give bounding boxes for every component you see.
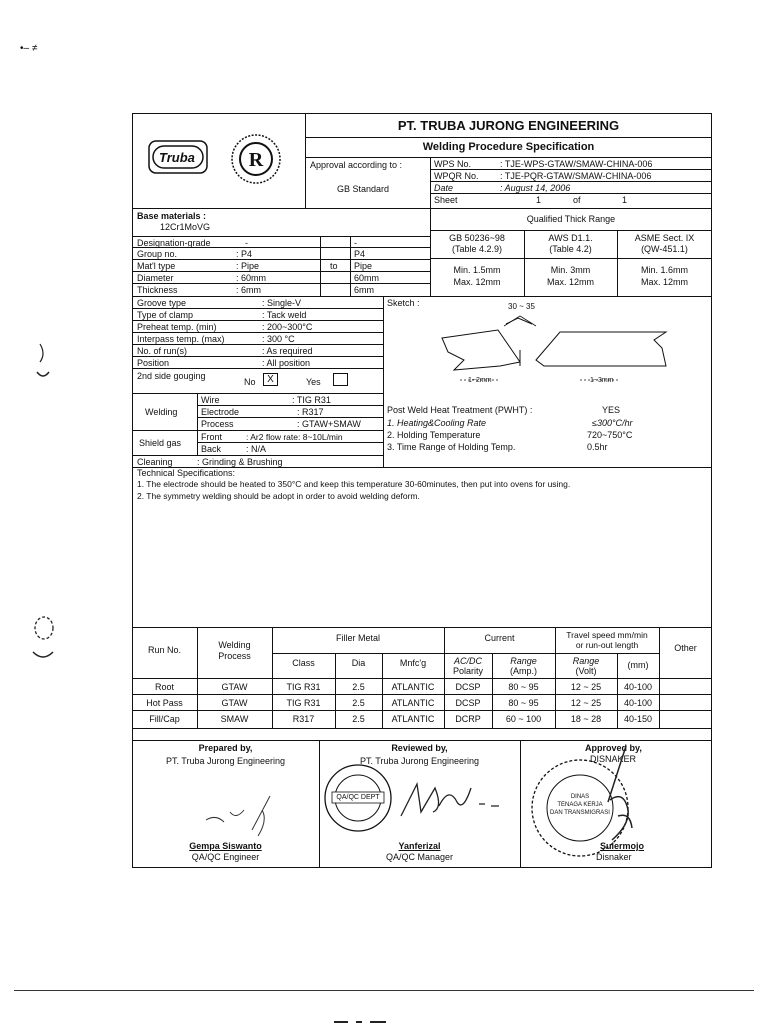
document-title: Welding Procedure Specification (422, 141, 595, 153)
runs-head-current: Current (484, 633, 515, 643)
run-1-mnfc: ATLANTIC (391, 682, 435, 692)
runs-head-run: Run No. (147, 645, 182, 655)
run-2-class: TIG R31 (286, 698, 321, 708)
date-value: : August 14, 2006 (500, 183, 571, 193)
groove-type-label: Groove type (137, 298, 187, 308)
run-3-amp: 60 ~ 100 (505, 714, 542, 724)
interpass-label: Interpass temp. (max) (137, 334, 225, 344)
run-2-run: Hot Pass (146, 698, 183, 708)
prepared-role: QA/QC Engineer (191, 852, 260, 862)
run-2-mm: 40-100 (623, 698, 653, 708)
run-3-dia: 2.5 (352, 714, 365, 724)
pwht-temp-value: 720~750°C (587, 430, 633, 440)
preheat-value: : 200~300°C (262, 322, 313, 332)
qualified-col1-head2: (Table 4.2.9) (451, 244, 503, 254)
runs-count-value: : As required (262, 346, 313, 356)
gouging-yes-checkbox[interactable] (333, 373, 348, 386)
runs-head-acdc-2: Polarity (452, 666, 483, 676)
approved-signature (590, 742, 640, 847)
disnaker-stamp-line-1: DINAS (570, 794, 590, 800)
sketch-gap-right: 1~3mm (590, 377, 614, 384)
run-3-run: Fill/Cap (149, 714, 180, 724)
cleaning-label: Cleaning (137, 457, 173, 467)
run-2-volt: 12 ~ 25 (570, 698, 602, 708)
gouging-yes-label: Yes (306, 377, 321, 387)
base-material-value: 12Cr1MoVG (160, 222, 211, 232)
run-1-class: TIG R31 (286, 682, 321, 692)
prepared-label: Prepared by, (198, 743, 253, 753)
wps-no-value: : TJE-WPS-GTAW/SMAW-CHINA-006 (500, 159, 653, 169)
approved-role: Disnaker (596, 852, 632, 862)
qualified-col1-max: Max. 12mm (453, 277, 501, 287)
reviewed-name: Yanferizal (398, 841, 441, 851)
run-2-amp: 80 ~ 95 (508, 698, 539, 708)
to-label: to (330, 261, 338, 271)
qualified-col3-head2: (QW-451.1) (641, 244, 688, 254)
runs-head-dia: Dia (351, 658, 366, 668)
pwht-label: Post Weld Heat Treatment (PWHT) : (387, 405, 533, 415)
run-3-volt: 18 ~ 28 (570, 714, 602, 724)
run-3-process: SMAW (220, 714, 249, 724)
pwht-value: YES (602, 405, 621, 415)
type-b: Pipe (354, 261, 373, 271)
run-3-mnfc: ATLANTIC (391, 714, 435, 724)
run-1-volt: 12 ~ 25 (570, 682, 602, 692)
position-label: Position (137, 358, 170, 368)
prepared-signature (200, 790, 280, 840)
standard-value: GB Standard (337, 184, 390, 194)
process-label: Process (201, 419, 234, 429)
disnaker-stamp-line-3: DAN TRANSMIGRASI (550, 810, 610, 816)
wire-label: Wire (201, 395, 220, 405)
pwht-time-label: 3. Time Range of Holding Temp. (387, 442, 516, 452)
gouging-no-label: No (244, 377, 256, 387)
runs-head-volt-2: (Volt) (575, 666, 597, 676)
sheet-of: of (573, 195, 581, 205)
pwht-time-value: 0.5hr (587, 442, 608, 452)
run-3-mm: 40-150 (623, 714, 653, 724)
runs-head-class: Class (292, 658, 315, 668)
type-label: Mat'l type (137, 261, 176, 271)
company-name: PT. TRUBA JURONG ENGINEERING (397, 118, 620, 133)
sketch-gap-left: 1~2mm (468, 377, 492, 384)
qualified-col1-head1: GB 50236~98 (449, 233, 505, 243)
group-b: P4 (354, 249, 366, 259)
qaqc-stamp (322, 762, 394, 834)
runs-head-travel-1: Travel speed mm/min (566, 630, 648, 640)
sheet-total: 1 (622, 195, 628, 205)
runs-head-amp-2: (Amp.) (510, 666, 537, 676)
sheet-label: Sheet (434, 195, 458, 205)
joint-sketch (440, 300, 690, 390)
qualified-col3-max: Max. 12mm (640, 277, 688, 287)
qualified-col2-head2: (Table 4.2) (549, 244, 592, 254)
run-1-polarity: DCSP (455, 682, 481, 692)
wire-value: : TIG R31 (292, 395, 331, 405)
runs-head-amp-1: Range (510, 656, 537, 666)
reviewed-role: QA/QC Manager (385, 852, 454, 862)
thickness-a: : 6mm (236, 285, 262, 295)
electrode-value: : R317 (297, 407, 324, 417)
approval-label: Approval according to : (310, 160, 403, 170)
run-2-process: GTAW (221, 698, 248, 708)
qualified-col2-head1: AWS D1.1. (548, 233, 593, 243)
tech-spec-line-1: 1. The electrode should be heated to 350°C and keep this temperature 30-60minutes, then put into ovens for using. (137, 479, 571, 489)
page-footer-specks (330, 1012, 410, 1020)
run-2-dia: 2.5 (352, 698, 365, 708)
approved-org: DISNAKER (590, 754, 637, 764)
process-value: : GTAW+SMAW (297, 419, 361, 429)
designation-label: Designation-grade (137, 238, 211, 248)
svg-text:R: R (248, 149, 264, 171)
reviewed-signature (395, 776, 505, 826)
company-logo (148, 140, 208, 174)
qualified-col3-head1: ASME Sect. IX (634, 233, 695, 243)
prepared-name: Gempa Siswanto (189, 841, 262, 851)
diameter-label: Diameter (137, 273, 174, 283)
front-gas-label: Front (201, 432, 223, 442)
designation-b: - (354, 238, 357, 248)
qualified-range-title: Qualified Thick Range (526, 214, 616, 224)
runs-head-mnfc: Mnfc'g (399, 658, 427, 668)
disnaker-stamp-line-2: TENAGA KERJA (557, 802, 603, 808)
run-1-run: Root (154, 682, 174, 692)
tech-spec-line-2: 2. The symmetry welding should be adopt in order to avoid welding deform. (137, 491, 420, 501)
back-gas-label: Back (201, 444, 222, 454)
thickness-label: Thickness (137, 285, 178, 295)
approved-name: Sulermojo (600, 841, 645, 851)
certification-seal-icon (230, 133, 282, 185)
wpqr-no-value: : TJE-PQR-GTAW/SMAW-CHINA-006 (500, 171, 652, 181)
diameter-b: 60mm (354, 273, 380, 283)
sheet-no: 1 (536, 195, 542, 205)
runs-head-mm: (mm) (627, 660, 649, 670)
run-2-polarity: DCSP (455, 698, 481, 708)
margin-binding-hole-bottom (30, 612, 60, 662)
run-3-polarity: DCRP (455, 714, 481, 724)
qaqc-stamp-text: QA/QC DEPT (336, 794, 380, 801)
electrode-label: Electrode (201, 407, 240, 417)
gouging-label: 2nd side gouging (137, 371, 206, 381)
wpqr-no-label: WPQR No. (434, 171, 479, 181)
gouging-no-checkbox[interactable]: X (263, 373, 278, 386)
diameter-a: : 60mm (236, 273, 267, 283)
qualified-col2-max: Max. 12mm (546, 277, 594, 287)
qualified-col1-min: Min. 1.5mm (453, 265, 501, 275)
runs-head-filler: Filler Metal (335, 633, 380, 643)
runs-head-other: Other (674, 643, 697, 653)
wps-no-label: WPS No. (434, 159, 472, 169)
groove-type-value: : Single-V (262, 298, 302, 308)
preheat-label: Preheat temp. (min) (137, 322, 217, 332)
pwht-rate-label: 1. Heating&Cooling Rate (387, 418, 487, 428)
sketch-angle-label: 30 ~ 35 (508, 302, 535, 311)
group-label: Group no. (137, 249, 178, 259)
reviewed-org: PT. Truba Jurong Engineering (359, 756, 480, 766)
position-value: : All position (262, 358, 311, 368)
runs-head-process-2: Process (218, 651, 251, 661)
designation-a: - (245, 238, 248, 248)
runs-head-acdc-1: AC/DC (453, 656, 482, 666)
cleaning-value: : Grinding & Brushing (197, 457, 283, 467)
run-1-mm: 40-100 (623, 682, 653, 692)
back-gas-value: : N/A (246, 444, 267, 454)
run-3-class: R317 (292, 714, 315, 724)
qualified-col2-min: Min. 3mm (550, 265, 591, 275)
margin-binding-hole-top (36, 340, 50, 384)
type-a: : Pipe (236, 261, 260, 271)
pwht-rate-value: ≤300°C/hr (592, 418, 633, 428)
runs-head-travel-2: or run-out length (575, 640, 639, 650)
run-1-dia: 2.5 (352, 682, 365, 692)
base-materials-label: Base materials : (137, 211, 207, 221)
clamp-type-value: : Tack weld (262, 310, 307, 320)
run-2-mnfc: ATLANTIC (391, 698, 435, 708)
run-1-process: GTAW (221, 682, 248, 692)
run-1-amp: 80 ~ 95 (508, 682, 539, 692)
runs-count-label: No. of run(s) (137, 346, 188, 356)
runs-head-volt-1: Range (572, 656, 600, 666)
pwht-temp-label: 2. Holding Temperature (387, 430, 481, 440)
date-label: Date (434, 183, 454, 193)
margin-mark: •– ≠ (20, 43, 38, 54)
runs-head-process-1: Welding (218, 640, 251, 650)
interpass-value: : 300 °C (262, 334, 295, 344)
front-gas-value: : Ar2 flow rate: 8~10L/min (246, 432, 343, 442)
shield-gas-label: Shield gas (139, 438, 182, 448)
thickness-b: 6mm (354, 285, 374, 295)
approved-label: Approved by, (585, 743, 642, 753)
sketch-label: Sketch : (387, 298, 420, 308)
welding-label: Welding (145, 407, 178, 417)
logo-text: Truba (159, 150, 195, 165)
prepared-org: PT. Truba Jurong Engineering (165, 756, 286, 766)
group-a: : P4 (236, 249, 253, 259)
reviewed-label: Reviewed by, (391, 743, 448, 753)
qualified-col3-min: Min. 1.6mm (640, 265, 688, 275)
tech-spec-label: Technical Specifications: (137, 468, 236, 478)
page-bottom-line (14, 990, 754, 991)
clamp-type-label: Type of clamp (137, 310, 194, 320)
